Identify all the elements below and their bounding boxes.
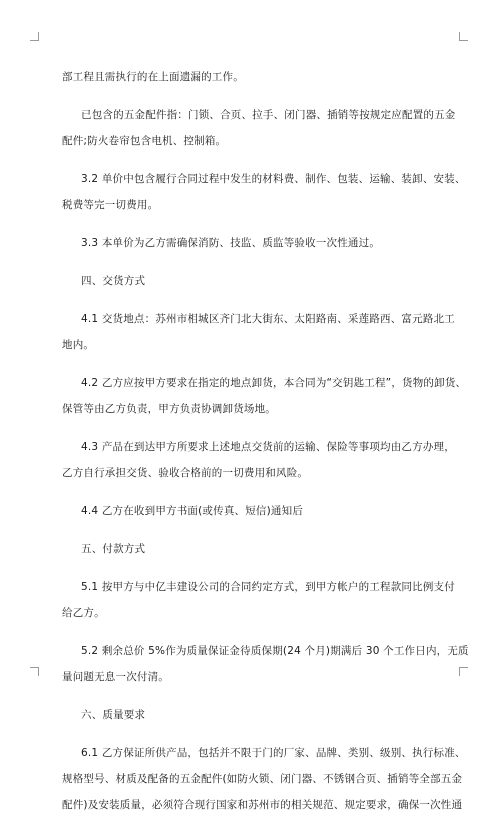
paragraph [62, 370, 467, 422]
text-line: 四、交货方式 [81, 275, 146, 287]
paragraph [62, 64, 436, 90]
paragraph [62, 498, 436, 524]
crop-mark-bottom-right [459, 667, 468, 676]
text-line: 6.1 乙方保证所供产品，包括并不限于门的厂家、品牌、类别、级别、执行标准、 [81, 747, 466, 759]
paragraph [62, 102, 456, 154]
text-line: 给乙方。 [62, 607, 105, 619]
paragraph [62, 268, 436, 294]
crop-mark-top-right [459, 32, 468, 41]
crop-mark-bottom-left [30, 667, 39, 676]
paragraph [62, 536, 436, 562]
text-line: 4.4 乙方在收到甲方书面(或传真、短信)通知后 [81, 505, 304, 517]
text-line: 配件;防火卷帘包含电机、控制箱。 [62, 135, 227, 147]
paragraph [62, 166, 466, 218]
crop-mark-top-left [30, 32, 39, 41]
text-line: 5.1 按甲方与中亿丰建设公司的合同约定方式，到甲方帐户的工程款同比例支付 [81, 581, 455, 593]
text-line: 部工程且需执行的在上面遗漏的工作。 [62, 71, 244, 83]
text-line: 保管等由乙方负责，甲方负责协调卸货场地。 [62, 403, 276, 415]
text-line: 5.2 剩余总价 5%作为质量保证金待质保期(24 个月)期满后 30 个工作日内，无质 [81, 645, 469, 657]
text-line: 4.2 乙方应按甲方要求在指定的地点卸货，本合同为“交钥匙工程”，货物的卸货、 [81, 377, 467, 389]
paragraph [62, 638, 469, 690]
text-line: 4.3 产品在到达甲方所要求上述地点交货前的运输、保险等事项均由乙方办理， [81, 441, 455, 453]
paragraph [62, 434, 455, 486]
text-line: 量问题无息一次付清。 [62, 671, 169, 683]
document-body [62, 64, 469, 830]
text-line: 3.2 单价中包含履行合同过程中发生的材料费、制作、包装、运输、装卸、安装、 [81, 173, 466, 185]
text-line: 3.3 本单价为乙方需确保消防、技监、质监等验收一次性通过。 [81, 237, 381, 249]
text-line: 规格型号、材质及配备的五金配件(如防火锁、闭门器、不锈钢合页、插销等全部五金 [62, 773, 463, 785]
paragraph [62, 702, 436, 728]
paragraph [62, 740, 466, 818]
paragraph [62, 574, 455, 626]
text-line: 配件)及安装质量，必须符合现行国家和苏州市的相关规范、规定要求，确保一次性通 [62, 799, 463, 811]
text-line: 地内。 [62, 339, 95, 351]
text-line: 4.1 交货地点：苏州市相城区齐门北大街东、太阳路南、采莲路西、富元路北工 [81, 313, 455, 325]
text-line: 税费等完一切费用。 [62, 199, 159, 211]
text-line: 乙方自行承担交货、验收合格前的一切费用和风险。 [62, 467, 309, 479]
text-line: 五、付款方式 [81, 543, 146, 555]
paragraph [62, 306, 455, 358]
text-line: 六、质量要求 [81, 709, 146, 721]
paragraph [62, 230, 436, 256]
text-line: 已包含的五金配件指：门锁、合页、拉手、闭门器、插销等按规定应配置的五金 [81, 109, 456, 121]
